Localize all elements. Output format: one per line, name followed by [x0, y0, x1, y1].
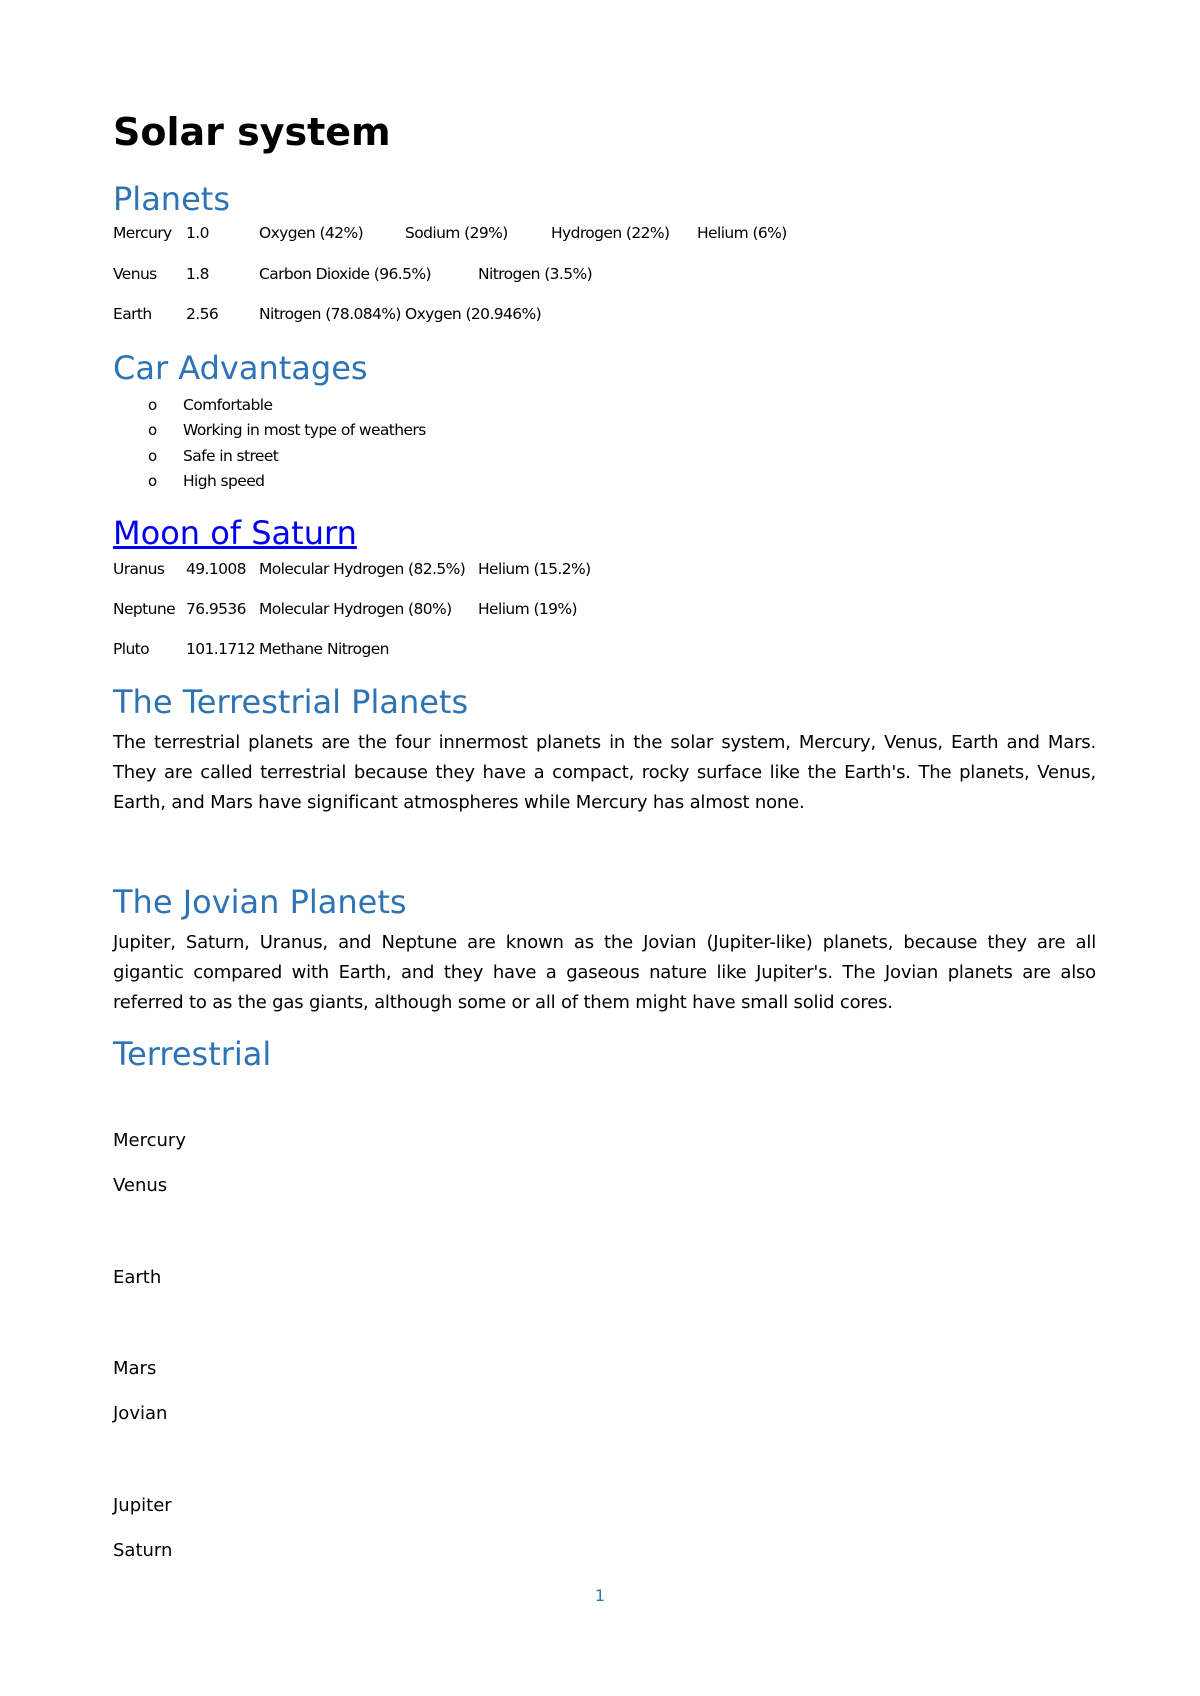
- heading-car-advantages: Car Advantages: [113, 349, 368, 387]
- list-item: Jupiter: [113, 1495, 172, 1516]
- heading-jovian-planets: The Jovian Planets: [113, 883, 407, 921]
- planet-value: 2.56: [186, 305, 219, 323]
- list-item: Mars: [113, 1358, 157, 1379]
- document-title: Solar system: [113, 110, 391, 154]
- moon-gas: Helium (15.2%): [478, 560, 591, 578]
- moon-name: Pluto: [113, 640, 150, 658]
- list-item: o High speed: [148, 471, 265, 490]
- moon-gas: Methane: [259, 640, 323, 658]
- moon-name: Neptune: [113, 600, 176, 618]
- planet-name: Mercury: [113, 224, 172, 242]
- list-item: o Safe in street: [148, 446, 279, 465]
- jovian-planets-paragraph: Jupiter, Saturn, Uranus, and Neptune are known as the Jovian (Jupiter-like) planets, because they are all gigantic compared with Earth, and they have a gaseous nature like Jupiter's. The Jovian planets are also referred to as the gas giants, although some or all of them might have small solid cores.: [113, 932, 1096, 1013]
- moon-value: 76.9536: [186, 600, 246, 618]
- planet-gas: Hydrogen (22%): [551, 224, 670, 242]
- planet-gas: Nitrogen (78.084%): [259, 305, 401, 323]
- moon-value: 49.1008: [186, 560, 246, 578]
- planet-gas: Nitrogen (3.5%): [478, 265, 593, 283]
- planet-gas: Sodium (29%): [405, 224, 508, 242]
- heading-terrestrial: Terrestrial: [113, 1035, 272, 1073]
- page-number: 1: [594, 1586, 606, 1605]
- planet-name: Earth: [113, 305, 152, 323]
- car-advantages-list: [113, 394, 426, 495]
- bullet-circle-icon: o: [148, 421, 157, 440]
- list-item: Earth: [113, 1267, 162, 1288]
- planet-value: 1.8: [186, 265, 209, 283]
- bullet-circle-icon: o: [148, 471, 157, 490]
- heading-terrestrial-planets: The Terrestrial Planets: [113, 683, 469, 721]
- moon-name: Uranus: [113, 560, 165, 578]
- moon-gas: Molecular Hydrogen (80%): [259, 600, 452, 618]
- planet-name: Venus: [113, 265, 157, 283]
- planet-gas: Helium (6%): [697, 224, 787, 242]
- list-item: Saturn: [113, 1540, 173, 1561]
- terrestrial-planets-paragraph: The terrestrial planets are the four innermost planets in the solar system, Mercury, Venus, Earth and Mars. They are called terrestrial because they have a compact, rocky surface like the Earth's. The planets, Venus, Earth, and Mars have significant atmospheres while Mercury has almost none.: [113, 732, 1096, 813]
- bullet-circle-icon: o: [148, 446, 157, 465]
- list-item: Venus: [113, 1175, 168, 1196]
- list-item: o Working in most type of weathers: [148, 421, 426, 440]
- moon-value: 101.1712: [186, 640, 256, 658]
- moon-gas: Nitrogen: [327, 640, 389, 658]
- bullet-circle-icon: o: [148, 396, 157, 414]
- list-item: Mercury: [113, 1130, 186, 1151]
- list-item: Jovian: [113, 1403, 168, 1424]
- planet-gas: Carbon Dioxide (96.5%): [259, 265, 431, 283]
- moon-gas: Helium (19%): [478, 600, 577, 618]
- heading-moon-of-saturn-link[interactable]: Moon of Saturn: [113, 514, 357, 552]
- heading-planets: Planets: [113, 180, 230, 218]
- planet-gas: Oxygen (42%): [259, 224, 364, 242]
- list-item: o Comfortable: [148, 396, 273, 414]
- planet-value: 1.0: [186, 224, 209, 242]
- planet-gas: Oxygen (20.946%): [405, 305, 542, 323]
- moon-gas: Molecular Hydrogen (82.5%): [259, 560, 466, 578]
